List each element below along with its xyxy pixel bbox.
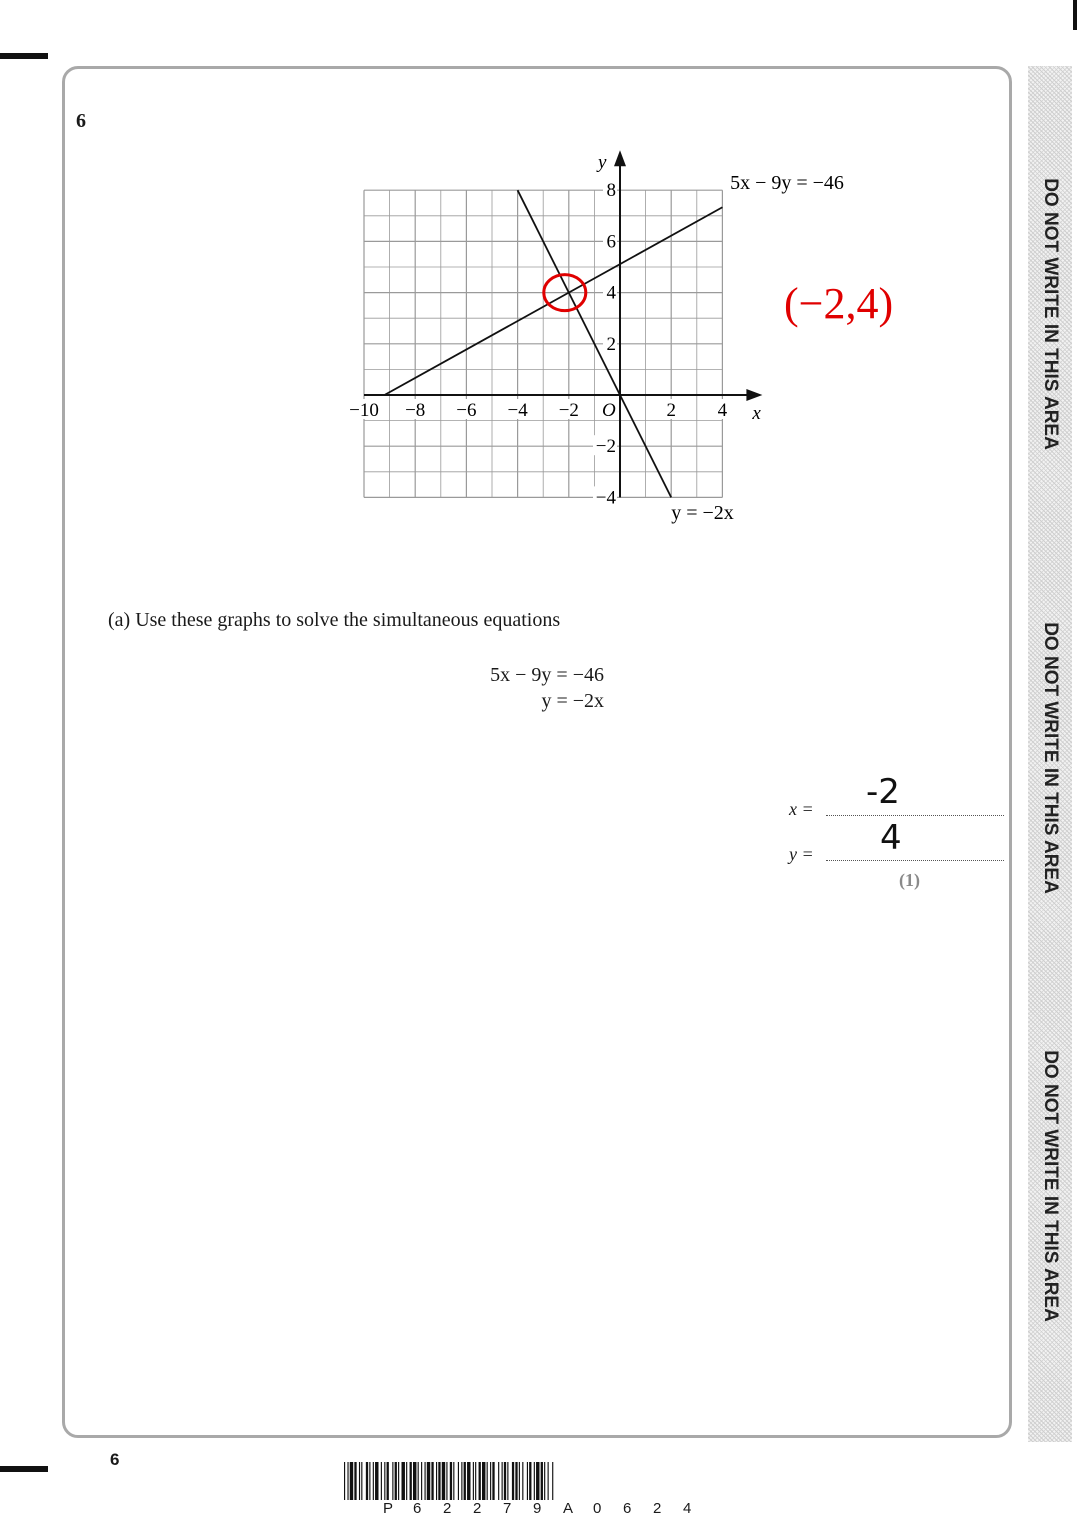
barcode-bar bbox=[479, 1462, 481, 1500]
x-answer-handwritten: -2 bbox=[866, 772, 900, 812]
graph-axes bbox=[364, 150, 762, 497]
barcode-bar bbox=[519, 1462, 520, 1500]
margin-warning-middle: DO NOT WRITE IN THIS AREA bbox=[1040, 622, 1061, 894]
graph bbox=[0, 0, 1080, 560]
margin-warning-bottom: DO NOT WRITE IN THIS AREA bbox=[1040, 1050, 1061, 1322]
x-tick-label: −6 bbox=[456, 400, 477, 421]
barcode-char: 2 bbox=[443, 1500, 452, 1517]
x-tick-label: −4 bbox=[507, 400, 528, 421]
barcode-char: 6 bbox=[413, 1500, 422, 1517]
barcode-bar bbox=[507, 1462, 508, 1500]
x-tick-label: −10 bbox=[349, 400, 379, 421]
page-number: 6 bbox=[110, 1450, 120, 1469]
y-answer-handwritten: 4 bbox=[880, 818, 902, 858]
barcode-bar bbox=[515, 1462, 517, 1500]
equation-2: y = −2x bbox=[541, 690, 604, 712]
barcode-bar bbox=[406, 1462, 407, 1500]
barcode-bar bbox=[467, 1462, 470, 1500]
barcode-bar bbox=[446, 1462, 447, 1500]
barcode-bar bbox=[512, 1462, 514, 1500]
barcode-bar bbox=[453, 1462, 454, 1500]
x-answer-label: x = bbox=[789, 799, 814, 819]
x-tick-label: 2 bbox=[666, 400, 676, 421]
barcode-bar bbox=[541, 1462, 543, 1500]
x-tick-label: 4 bbox=[717, 400, 728, 421]
barcode-bar bbox=[354, 1462, 356, 1500]
barcode-bar bbox=[498, 1462, 499, 1500]
x-axis-arrow bbox=[746, 389, 762, 401]
x-tick-label: −8 bbox=[405, 400, 426, 421]
barcode-bar bbox=[398, 1462, 399, 1500]
barcode-bar bbox=[502, 1462, 503, 1500]
barcode-bar bbox=[464, 1462, 466, 1500]
barcode-bar bbox=[410, 1462, 412, 1500]
barcode-bar bbox=[436, 1462, 437, 1500]
barcode-bar bbox=[504, 1462, 506, 1500]
y-tick-label: 6 bbox=[606, 231, 616, 253]
barcode-char: 2 bbox=[473, 1500, 482, 1517]
barcode-bar bbox=[450, 1462, 452, 1500]
handwritten-coordinates: (−2,4) bbox=[784, 279, 894, 328]
question-number: 6 bbox=[76, 110, 86, 132]
barcode-bar bbox=[366, 1462, 368, 1500]
barcode-bar bbox=[421, 1462, 422, 1500]
barcode-bar bbox=[529, 1462, 531, 1500]
barcode-bar bbox=[425, 1462, 426, 1500]
origin-label: O bbox=[602, 400, 616, 421]
y-tick-label: −2 bbox=[595, 436, 616, 458]
barcode-bar bbox=[473, 1462, 474, 1500]
y-tick-label: 2 bbox=[606, 333, 616, 355]
barcode-bar bbox=[402, 1462, 405, 1500]
barcode-char: 6 bbox=[623, 1500, 632, 1517]
barcode-bar bbox=[359, 1462, 360, 1500]
barcode-bar bbox=[392, 1462, 393, 1500]
barcode-bar bbox=[418, 1462, 419, 1500]
y-tick-label: 8 bbox=[606, 180, 616, 202]
barcode-bar bbox=[552, 1462, 553, 1500]
barcode-bar bbox=[490, 1462, 491, 1500]
barcode-bar bbox=[492, 1462, 494, 1500]
y-tick-label: −4 bbox=[595, 487, 616, 509]
barcode-bar bbox=[438, 1462, 440, 1500]
barcode-bar bbox=[347, 1462, 348, 1500]
barcode-bar bbox=[534, 1462, 535, 1500]
y-tick-label: 4 bbox=[606, 282, 616, 304]
barcode-char: 2 bbox=[653, 1500, 662, 1517]
barcode-bar bbox=[381, 1462, 382, 1500]
barcode-char: 7 bbox=[503, 1500, 512, 1517]
equation-1: 5x − 9y = −46 bbox=[490, 664, 604, 686]
edge-mark-bottom bbox=[0, 1466, 48, 1472]
barcode-char: 4 bbox=[683, 1500, 692, 1517]
y-axis-label: y bbox=[598, 152, 607, 174]
barcode-bar bbox=[458, 1462, 459, 1500]
barcode-bar bbox=[475, 1462, 476, 1500]
barcode-bar bbox=[536, 1462, 539, 1500]
barcode-bar bbox=[427, 1462, 430, 1500]
barcode-char: A bbox=[563, 1500, 574, 1517]
barcode-bar bbox=[395, 1462, 397, 1500]
y-answer-label: y = bbox=[789, 844, 814, 864]
barcode-bar bbox=[344, 1462, 345, 1500]
barcode bbox=[344, 1462, 734, 1500]
barcode-bar bbox=[461, 1462, 462, 1500]
y-answer-line[interactable] bbox=[826, 860, 1004, 861]
barcode-bar bbox=[375, 1462, 378, 1500]
x-answer-line[interactable] bbox=[826, 815, 1004, 816]
barcode-char: 0 bbox=[593, 1500, 602, 1517]
part-a-prompt: (a) Use these graphs to solve the simultaneous equations bbox=[108, 609, 561, 631]
barcode-bar bbox=[387, 1462, 389, 1500]
margin-warning-top: DO NOT WRITE IN THIS AREA bbox=[1040, 178, 1061, 450]
y-axis-arrow bbox=[614, 150, 626, 166]
barcode-text bbox=[383, 1500, 713, 1517]
barcode-bar bbox=[527, 1462, 528, 1500]
barcode-bar bbox=[544, 1462, 545, 1500]
barcode-char: P bbox=[383, 1500, 394, 1517]
line-label-1: 5x − 9y = −46 bbox=[730, 172, 844, 195]
barcode-bar bbox=[522, 1462, 523, 1500]
line-label-2: y = −2x bbox=[671, 501, 734, 524]
barcode-bar bbox=[384, 1462, 385, 1500]
marks-available: (1) bbox=[899, 870, 920, 890]
x-tick-label: −2 bbox=[558, 400, 579, 421]
barcode-char: 9 bbox=[533, 1500, 542, 1517]
barcode-bar bbox=[442, 1462, 445, 1500]
barcode-bar bbox=[482, 1462, 485, 1500]
barcode-bar bbox=[548, 1462, 549, 1500]
barcode-bar bbox=[413, 1462, 416, 1500]
barcode-bar bbox=[369, 1462, 370, 1500]
barcode-bar bbox=[361, 1462, 362, 1500]
graph-tick-labels bbox=[347, 152, 761, 508]
x-axis-label: x bbox=[752, 403, 761, 424]
barcode-bar bbox=[487, 1462, 488, 1500]
barcode-bar bbox=[373, 1462, 374, 1500]
barcode-bar bbox=[350, 1462, 353, 1500]
barcode-bar bbox=[431, 1462, 433, 1500]
